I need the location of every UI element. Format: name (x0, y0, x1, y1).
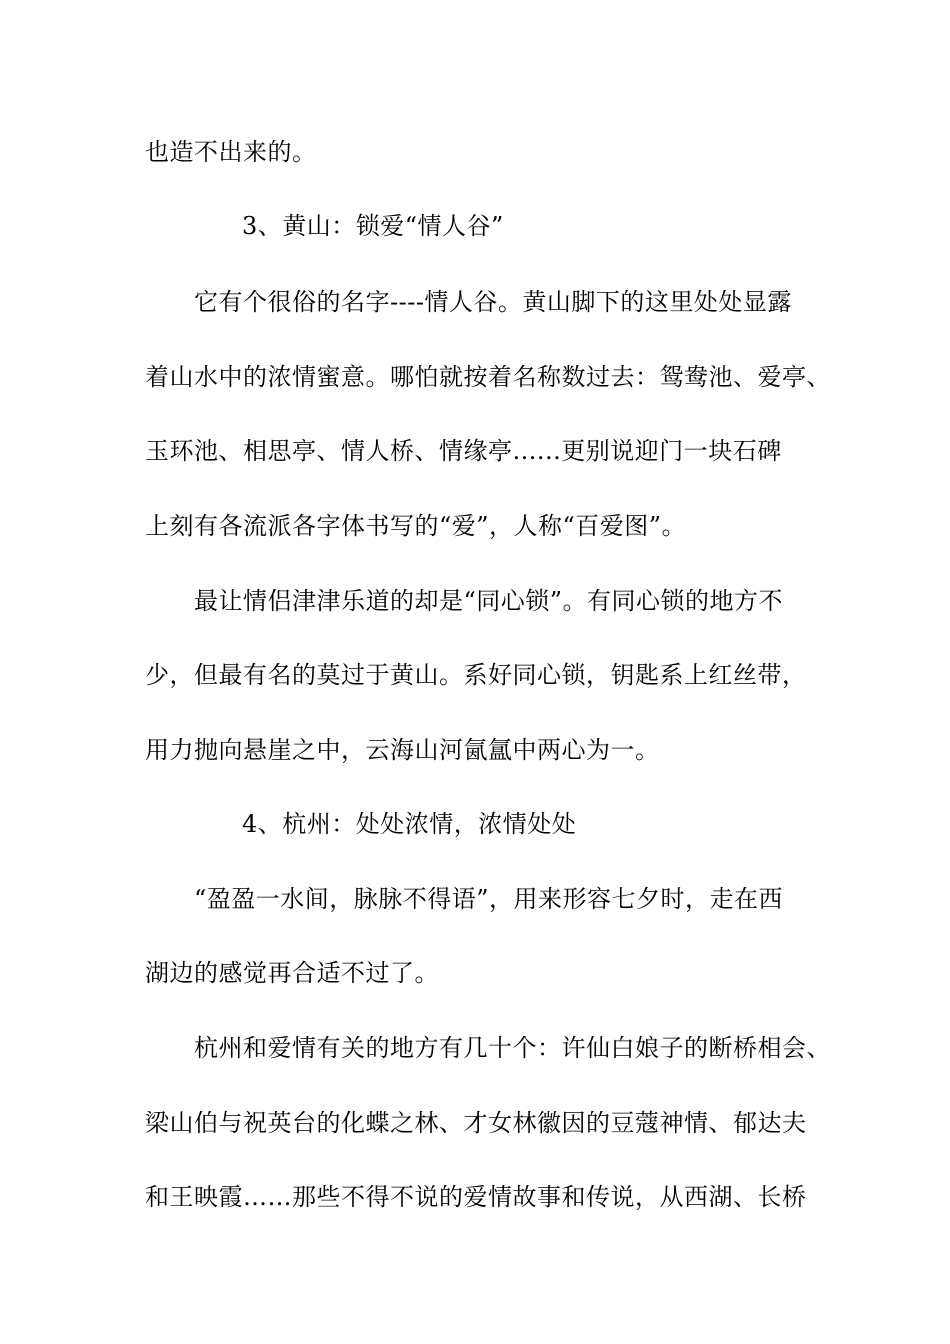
text-line: 最让情侣津津乐道的却是“同心锁”。有同心锁的地方不 (194, 587, 784, 615)
text-line: 和王映霞……那些不得不说的爱情故事和传说，从西湖、长桥 (145, 1183, 807, 1211)
text-line: 少，但最有名的莫过于黄山。系好同心锁，钥匙系上红丝带， (145, 661, 807, 689)
text-line: 杭州和爱情有关的地方有几十个：许仙白娘子的断桥相会、 (194, 1034, 831, 1062)
text-line: 着山水中的浓情蜜意。哪怕就按着名称数过去：鸳鸯池、爱亭、 (145, 363, 831, 391)
text-line: 梁山伯与祝英台的化蝶之林、才女林徽因的豆蔻神情、郁达夫 (145, 1109, 807, 1137)
text-line: 用力抛向悬崖之中，云海山河氤氲中两心为一。 (145, 736, 660, 764)
text-line: 它有个很俗的名字----情人谷。黄山脚下的这里处处显露 (194, 288, 792, 316)
section-heading: 3、黄山：锁爱“情人谷” (242, 212, 504, 240)
text-line: 玉环池、相思亭、情人桥、情缘亭......更别说迎门一块石碑 (145, 437, 782, 465)
text-line: 湖边的感觉再合适不过了。 (145, 959, 439, 987)
text-line: 上刻有各流派各字体书写的“爱”，人称“百爱图”。 (145, 512, 687, 540)
text-line: “盈盈一水间，脉脉不得语”，用来形容七夕时，走在西 (194, 885, 784, 913)
section-heading: 4、杭州：处处浓情，浓情处处 (242, 810, 577, 838)
text-line: 也造不出来的。 (145, 138, 317, 166)
